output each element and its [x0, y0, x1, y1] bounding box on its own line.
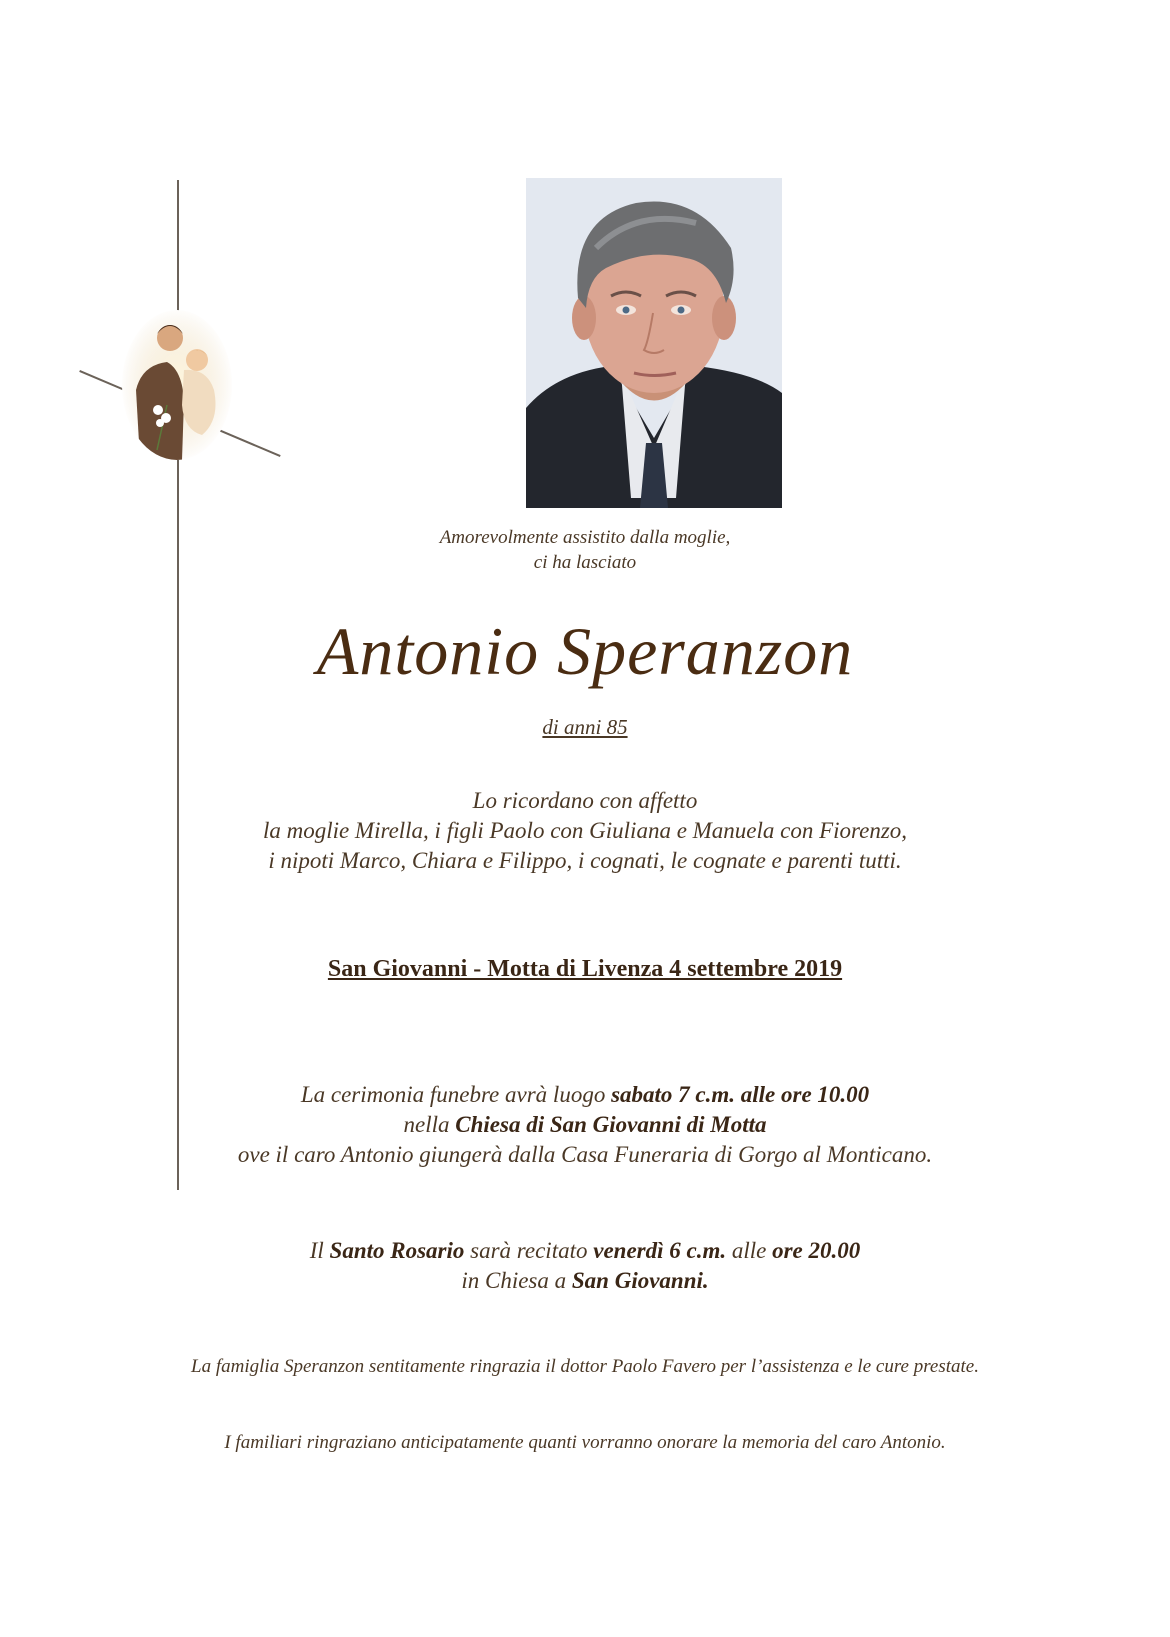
- ceremony-line-2: [0, 1112, 1170, 1138]
- ceremony-church: Chiesa di San Giovanni di Motta: [455, 1112, 767, 1137]
- place-date: San Giovanni - Motta di Livenza 4 settembre 2019: [327, 956, 843, 982]
- saint-with-child-icon: [122, 310, 232, 460]
- portrait-photo: [526, 178, 782, 508]
- ceremony-date: sabato 7 c.m. alle ore 10.00: [611, 1082, 870, 1107]
- rosary-text-e: alle: [726, 1238, 773, 1263]
- ceremony-text-1: La cerimonia funebre avrà luogo: [300, 1082, 612, 1107]
- thanks-doctor: La famiglia Speranzon sentitamente ringrazia il dottor Paolo Favero per l’assistenza e le cure prestate.: [191, 1356, 979, 1377]
- ceremony-line-3: ove il caro Antonio giungerà dalla Casa Funeraria di Gorgo al Monticano.: [237, 1142, 933, 1167]
- place-date-wrapper: [0, 956, 1170, 983]
- rosary-text-2: in Chiesa a: [461, 1268, 572, 1293]
- rosary-title: Santo Rosario: [329, 1238, 465, 1263]
- ceremony-line-1: [0, 1082, 1170, 1108]
- rosary-day: venerdì 6 c.m.: [593, 1238, 727, 1263]
- deceased-age: di anni 85: [542, 715, 628, 739]
- deceased-name: Antonio Speranzon: [316, 613, 854, 689]
- rosary-time: ore 20.00: [772, 1238, 861, 1263]
- age-wrapper: [0, 715, 1170, 740]
- family-line-2: la moglie Mirella, i figli Paolo con Giuliana e Manuela con Fiorenzo,: [262, 818, 908, 843]
- rosary-text-a: Il: [309, 1238, 330, 1263]
- rosary-line-2: [0, 1268, 1170, 1294]
- family-line-1: Lo ricordano con affetto: [472, 788, 698, 813]
- thanks-attendees: I familiari ringraziano anticipatamente quanti vorranno onorare la memoria del caro Antonio.: [224, 1432, 946, 1453]
- rosary-place: San Giovanni.: [571, 1268, 709, 1293]
- intro-line-1: Amorevolmente assistito dalla moglie,: [439, 527, 731, 548]
- rosary-line-1: [0, 1238, 1170, 1264]
- family-line-3: i nipoti Marco, Chiara e Filippo, i cognati, le cognate e parenti tutti.: [268, 848, 902, 873]
- intro-line-2: ci ha lasciato: [533, 552, 637, 573]
- rosary-text-c: sarà recitato: [464, 1238, 594, 1263]
- ceremony-text-2: nella: [403, 1112, 456, 1137]
